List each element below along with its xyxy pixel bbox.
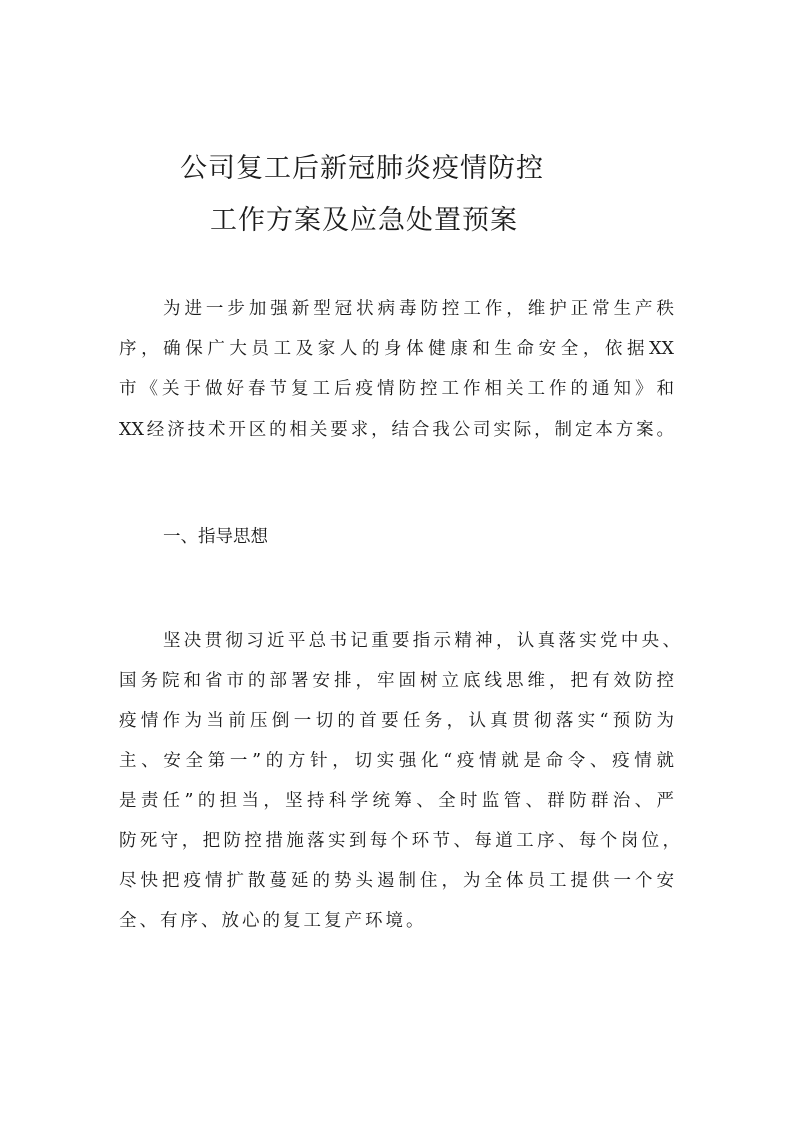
document-title-line-2: 工作方案及应急处置预案 — [210, 205, 518, 236]
intro-line-4: XX经济技术开区的相关要求，结合我公司实际，制定本方案。 — [119, 420, 674, 440]
section-heading-guiding-ideology: 一、指导思想 — [163, 527, 268, 547]
section-1-line-4: 主、安全第一”的方针，切实强化“疫情就是命令、疫情就 — [119, 751, 674, 771]
intro-line-2: 序，确保广大员工及家人的身体健康和生命安全，依据XX — [119, 339, 674, 359]
section-1-line-1: 坚决贯彻习近平总书记重要指示精神，认真落实党中央、 — [163, 631, 680, 651]
document-title-line-1: 公司复工后新冠肺炎疫情防控 — [180, 153, 544, 184]
intro-line-1: 为进一步加强新型冠状病毒防控工作，维护正常生产秩 — [163, 299, 674, 319]
section-1-line-6: 防死守，把防控措施落实到每个环节、每道工序、每个岗位， — [119, 831, 680, 851]
section-1-line-8: 全、有序、放心的复工复产环境。 — [119, 911, 427, 931]
section-1-line-2: 国务院和省市的部署安排，牢固树立底线思维，把有效防控 — [119, 671, 674, 691]
section-1-line-5: 是责任”的担当，坚持科学统筹、全时监管、群防群治、严 — [119, 791, 674, 811]
intro-line-3: 市《关于做好春节复工后疫情防控工作相关工作的通知》和 — [119, 379, 674, 399]
section-1-line-7: 尽快把疫情扩散蔓延的势头遏制住，为全体员工提供一个安 — [119, 871, 674, 891]
section-1-line-3: 疫情作为当前压倒一切的首要任务，认真贯彻落实“预防为 — [119, 711, 674, 731]
